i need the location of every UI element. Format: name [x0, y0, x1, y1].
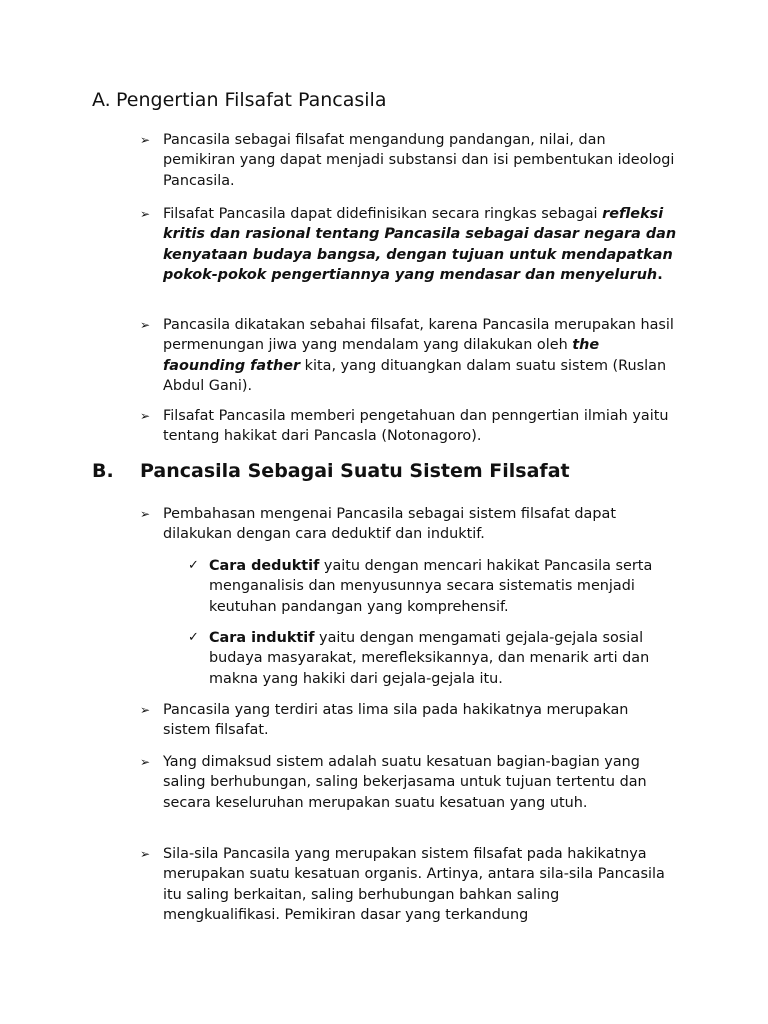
- list-item-tail: kita, yang dituangkan dalam suatu sistem (Ruslan Abdul Gani).: [163, 357, 667, 395]
- section-b-heading: [92, 458, 570, 484]
- checkmark-icon: ✓: [188, 630, 199, 645]
- list-item: [140, 204, 680, 286]
- list-item: [140, 130, 680, 191]
- list-item: [140, 406, 680, 447]
- list-item-emphasis: the faounding father: [163, 337, 600, 374]
- arrow-bullet-icon: ➢: [140, 133, 151, 147]
- arrow-bullet-icon: ➢: [140, 318, 151, 332]
- list-item-text: Yang dimaksud sistem adalah suatu kesatuan bagian-bagian yang saling berhubungan, saling bekerjasama untuk tujuan tertentu dan secara keseluruhan merupakan suatu kesatuan yang utuh.: [163, 754, 647, 811]
- list-item: [140, 504, 680, 545]
- sub-list-item-body: yaitu dengan mencari hakikat Pancasila serta menganalisis dan menyusunnya secara sistematis menjadi keutuhan pandangan yang komprehensif.: [209, 558, 653, 615]
- sub-list-item-text: [209, 556, 678, 617]
- list-item-text: Pancasila sebagai filsafat mengandung pandangan, nilai, dan pemikiran yang dapat menjadi substansi dan isi pembentukan ideologi Pancasila.: [163, 132, 675, 189]
- arrow-bullet-icon: ➢: [140, 409, 151, 423]
- checkmark-icon: ✓: [188, 558, 199, 573]
- list-item-text: Pancasila yang terdiri atas lima sila pada hakikatnya merupakan sistem filsafat.: [163, 702, 629, 739]
- list-item-emphasis: refleksi kritis dan rasional tentang Pancasila sebagai dasar negara dan kenyataan budaya bangsa, dengan tujuan untuk mendapatkan pokok-pokok pengertiannya yang mendasar dan menyeluruh: [163, 206, 677, 284]
- list-item-text: [163, 315, 680, 397]
- list-item: [140, 700, 680, 741]
- sub-list-item-term: Cara deduktif: [209, 558, 320, 574]
- list-item-text: Sila-sila Pancasila yang merupakan sistem filsafat pada hakikatnya merupakan suatu kesatuan organis. Artinya, antara sila-sila Pancasila itu saling berkaitan, saling berhubungan bahkan saling mengkualifikasi. Pemikiran dasar yang terkandung: [163, 846, 665, 924]
- sub-list-item: [188, 556, 678, 617]
- arrow-bullet-icon: ➢: [140, 507, 151, 521]
- sub-list-item-term: Cara induktif: [209, 630, 315, 646]
- section-a-number: A.: [92, 89, 111, 111]
- sub-list-item-text: [209, 628, 678, 689]
- list-item: [140, 844, 680, 926]
- list-item: [140, 315, 680, 397]
- list-item-text: [163, 204, 680, 286]
- section-b-title: Pancasila Sebagai Suatu Sistem Filsafat: [140, 460, 570, 482]
- sub-list-item: [188, 628, 678, 689]
- list-item-lead: Pancasila dikatakan sebahai filsafat, karena Pancasila merupakan hasil permenungan jiwa yang mendalam yang dilakukan oleh: [163, 317, 674, 354]
- arrow-bullet-icon: ➢: [140, 847, 151, 861]
- section-a-heading: [92, 88, 386, 112]
- sub-list-item-body: yaitu dengan mengamati gejala-gejala sosial budaya masyarakat, merefleksikannya, dan menarik arti dan makna yang hakiki dari gejala-gejala itu.: [209, 630, 650, 687]
- list-item-text: Filsafat Pancasila memberi pengetahuan dan penngertian ilmiah yaitu tentang hakikat dari Pancasla (Notonagoro).: [163, 408, 669, 445]
- section-b-number: B.: [92, 460, 114, 482]
- list-item-text: Pembahasan mengenai Pancasila sebagai sistem filsafat dapat dilakukan dengan cara deduktif dan induktif.: [163, 506, 616, 543]
- list-item-lead: Filsafat Pancasila dapat didefinisikan secara ringkas sebagai: [163, 206, 598, 222]
- arrow-bullet-icon: ➢: [140, 755, 151, 769]
- arrow-bullet-icon: ➢: [140, 207, 151, 221]
- section-a-title: Pengertian Filsafat Pancasila: [116, 89, 387, 111]
- list-item-tail: .: [657, 267, 663, 284]
- list-item: [140, 752, 680, 813]
- arrow-bullet-icon: ➢: [140, 703, 151, 717]
